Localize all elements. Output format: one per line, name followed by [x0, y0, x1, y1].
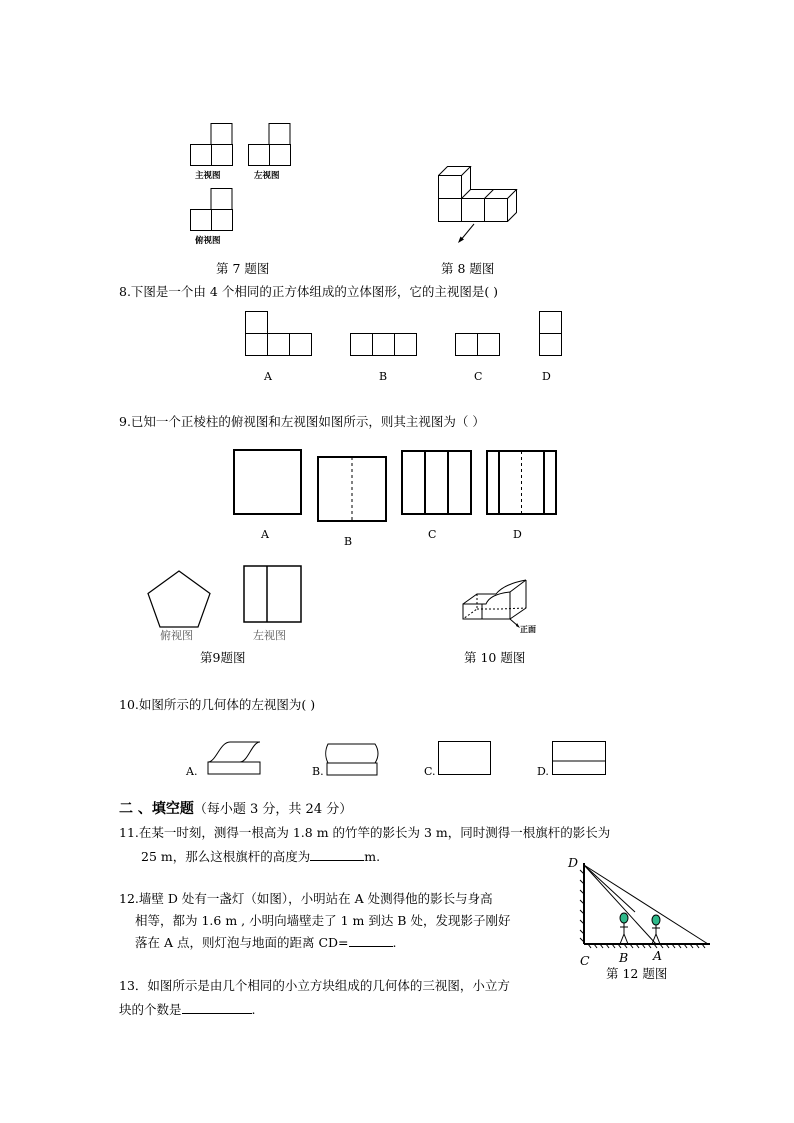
q13-line-1: 13．如图所示是由几个相同的小立方块组成的几何体的三视图，小立方 — [119, 978, 510, 993]
q12-lamp-shadow-figure — [578, 862, 713, 950]
q10-option-b-label: B. — [312, 765, 324, 778]
q9-option-c-label: C — [428, 528, 437, 541]
q11-line-2 — [141, 849, 380, 865]
q13-line-2-end: . — [251, 1002, 256, 1017]
q9-option-b-figure — [317, 456, 388, 523]
q7-caption: 第 7 题图 — [216, 261, 270, 276]
q7-left-view-label: 左视图 — [254, 171, 280, 181]
q8-option-c-label: C — [474, 370, 483, 383]
q11-answer-blank[interactable] — [310, 860, 364, 861]
q10-question: 10.如图所示的几何体的左视图为( ) — [119, 697, 316, 712]
q8-option-d-figure — [539, 311, 564, 358]
q10-option-a-figure — [206, 741, 262, 777]
q12-line-3-end: . — [392, 935, 397, 950]
q11-unit: m. — [364, 849, 381, 864]
q10-caption: 第 10 题图 — [464, 650, 526, 665]
q12-answer-blank[interactable] — [349, 946, 393, 947]
q11-line-1: 11.在某一时刻，测得一根高为 1.8 m 的竹竿的影长为 3 m，同时测得一根旗杆的影长为 — [119, 825, 611, 840]
q10-option-d-figure — [551, 740, 608, 777]
q7-front-view-figure — [190, 123, 234, 167]
q12-label-c: C — [580, 953, 590, 968]
q7-top-view-figure — [190, 188, 234, 232]
q10-option-c-label: C. — [424, 765, 436, 778]
q10-option-b-figure — [325, 743, 380, 777]
q11-line-2-text: 25 m，那么这根旗杆的高度为 — [141, 849, 311, 864]
q10-front-label: 正面 — [520, 625, 536, 634]
q9-left-view-figure — [243, 565, 303, 625]
section-2-note: （每小题 3 分，共 24 分） — [193, 802, 353, 817]
q10-option-a-label: A. — [186, 765, 198, 778]
q9-option-a-figure — [233, 449, 303, 516]
q8-option-d-label: D — [542, 370, 551, 383]
q9-option-d-figure — [486, 450, 558, 516]
q8-option-c-figure — [455, 333, 501, 358]
q12-label-d: D — [568, 855, 579, 870]
q9-option-d-label: D — [513, 528, 522, 541]
q12-line-1: 12.墙壁 D 处有一盏灯（如图），小明站在 A 处测得他的影长与身高 — [119, 891, 493, 906]
q10-option-d-label: D. — [537, 765, 549, 778]
q13-line-2 — [119, 1002, 256, 1018]
q13-line-2-text: 块的个数是 — [119, 1002, 182, 1017]
q12-caption: 第 12 题图 — [606, 966, 668, 981]
q10-option-c-figure — [437, 740, 493, 777]
q8-option-a-figure — [245, 311, 313, 358]
q12-line-2: 相等，都为 1.6 m , 小明向墙壁走了 1 m 到达 B 处，发现影子刚好 — [135, 913, 511, 928]
q12-label-a: A — [653, 948, 663, 963]
q8-solid-figure — [430, 160, 530, 245]
q9-option-c-figure — [401, 450, 473, 516]
q9-option-b-label: B — [344, 535, 353, 548]
q7-top-view-label: 俯视图 — [195, 236, 221, 246]
q8-caption: 第 8 题图 — [441, 261, 495, 276]
q8-option-a-label: A — [264, 370, 272, 383]
q8-option-b-figure — [350, 333, 418, 358]
q12-line-3-text: 落在 A 点，则灯泡与地面的距离 CD= — [135, 935, 349, 950]
q9-option-a-label: A — [261, 528, 269, 541]
q9-pentagon-top-view — [146, 569, 212, 629]
q9-question: 9.已知一个正棱柱的俯视图和左视图如图所示，则其主视图为（ ） — [119, 414, 485, 429]
q7-left-view-figure — [248, 123, 292, 167]
q9-top-view-label: 俯视图 — [160, 629, 193, 642]
section-2-heading — [119, 801, 352, 818]
q12-label-b: B — [619, 950, 629, 965]
q13-answer-blank[interactable] — [182, 1013, 252, 1014]
q7-front-view-label: 主视图 — [195, 171, 221, 181]
section-2-title: 二 、填空题 — [119, 801, 194, 817]
q9-caption: 第9题图 — [200, 650, 246, 665]
q12-line-3 — [135, 935, 397, 951]
q8-question: 8.下图是一个由 4 个相同的正方体组成的立体图形，它的主视图是( ) — [119, 284, 499, 299]
q9-left-view-label: 左视图 — [253, 629, 286, 642]
q8-option-b-label: B — [379, 370, 388, 383]
